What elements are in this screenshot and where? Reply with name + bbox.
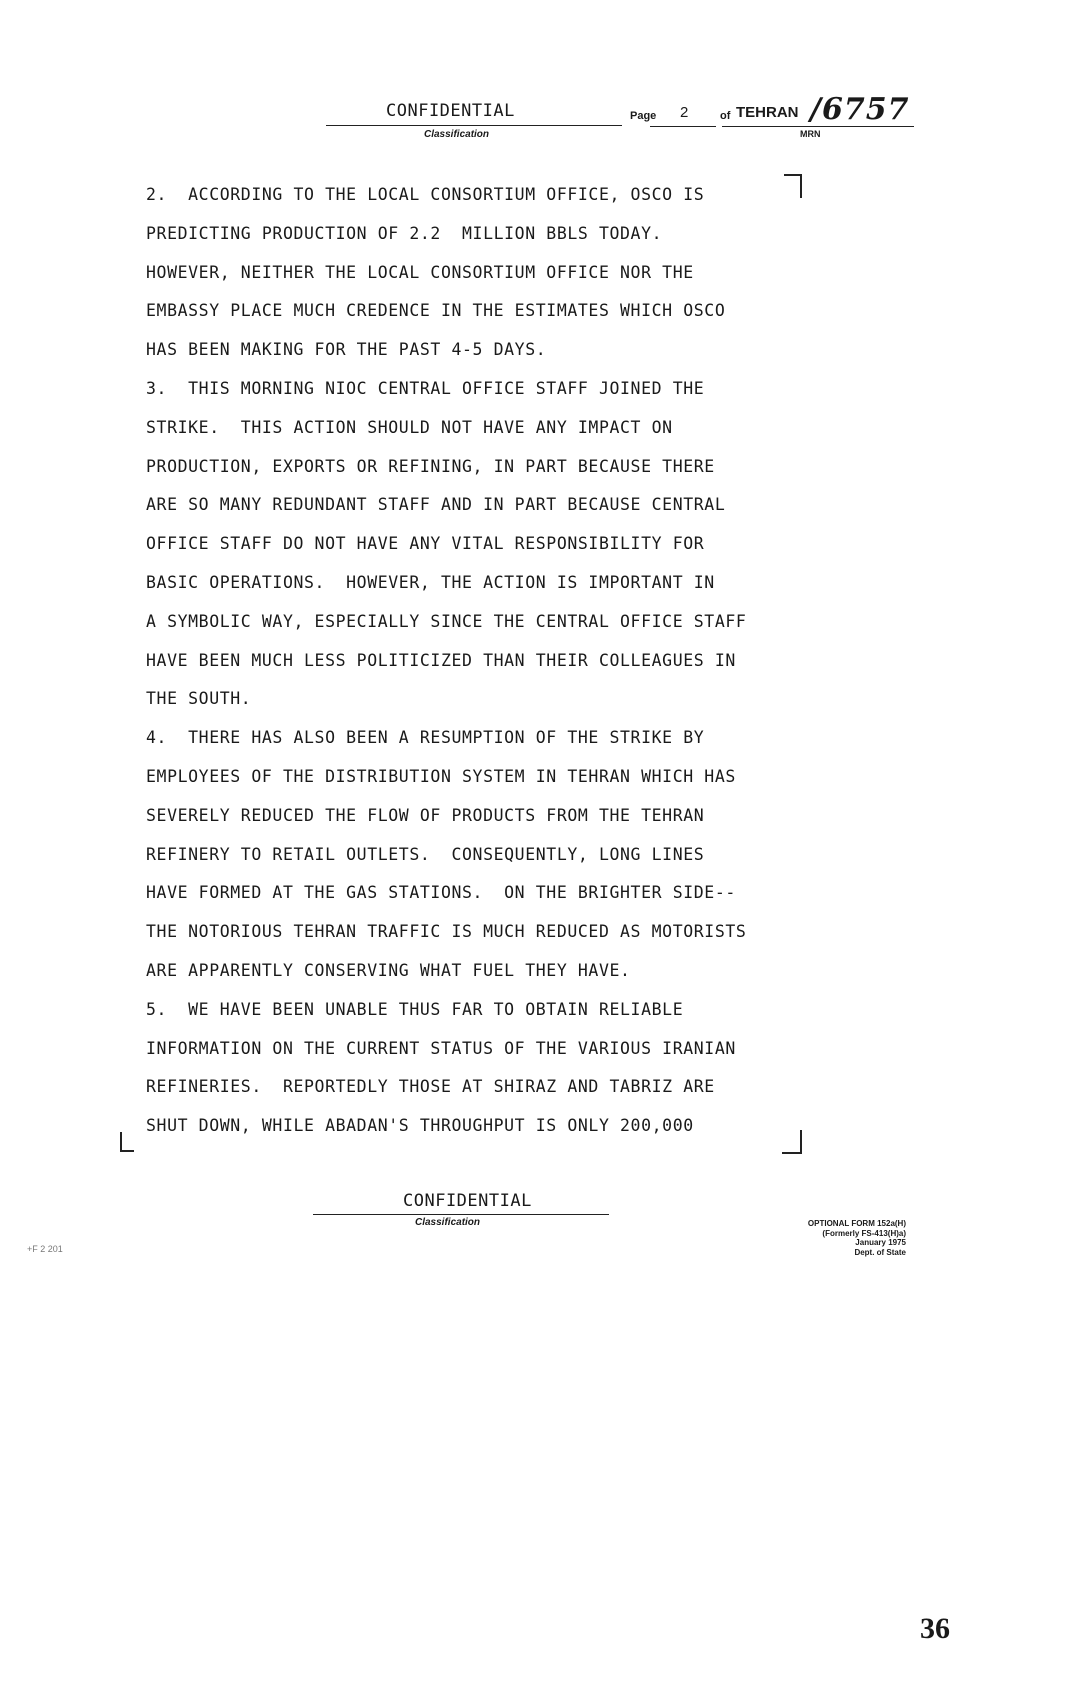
- body-line: INFORMATION ON THE CURRENT STATUS OF THE VARIOUS IRANIAN: [146, 1038, 736, 1058]
- body-line: HOWEVER, NEITHER THE LOCAL CONSORTIUM OFFICE NOR THE: [146, 262, 694, 282]
- header-message-number: /6757: [810, 92, 910, 127]
- body-line: SEVERELY REDUCED THE FLOW OF PRODUCTS FROM THE TEHRAN: [146, 805, 705, 825]
- header-mrn-label: MRN: [800, 129, 821, 139]
- header-page-label: Page: [630, 110, 657, 122]
- footer-classification: CONFIDENTIAL: [403, 1191, 532, 1211]
- body-line: REFINERIES. REPORTEDLY THOSE AT SHIRAZ AND TABRIZ ARE: [146, 1077, 715, 1097]
- optional-form-line: January 1975: [855, 1238, 906, 1247]
- header-post: TEHRAN: [736, 104, 799, 121]
- body-line: ARE APPARENTLY CONSERVING WHAT FUEL THEY HAVE.: [146, 960, 631, 980]
- telegram-body: [146, 176, 846, 1146]
- body-line: REFINERY TO RETAIL OUTLETS. CONSEQUENTLY, LONG LINES: [146, 844, 705, 864]
- header-page-rule: [650, 126, 716, 127]
- body-line: THE NOTORIOUS TEHRAN TRAFFIC IS MUCH REDUCED AS MOTORISTS: [146, 922, 747, 942]
- body-line: EMPLOYEES OF THE DISTRIBUTION SYSTEM IN TEHRAN WHICH HAS: [146, 766, 736, 786]
- body-line: EMBASSY PLACE MUCH CREDENCE IN THE ESTIMATES WHICH OSCO: [146, 301, 726, 321]
- body-line: 5. WE HAVE BEEN UNABLE THUS FAR TO OBTAIN RELIABLE: [146, 999, 684, 1019]
- header-classification: CONFIDENTIAL: [386, 101, 515, 121]
- body-line: HAVE FORMED AT THE GAS STATIONS. ON THE BRIGHTER SIDE--: [146, 883, 736, 903]
- body-line: HAVE BEEN MUCH LESS POLITICIZED THAN THEIR COLLEAGUES IN: [146, 650, 736, 670]
- header-page-number: 2: [680, 104, 689, 121]
- optional-form-line: Dept. of State: [854, 1247, 906, 1257]
- footer-classification-rule: [313, 1214, 609, 1215]
- body-line: OFFICE STAFF DO NOT HAVE ANY VITAL RESPONSIBILITY FOR: [146, 534, 705, 554]
- body-line: STRIKE. THIS ACTION SHOULD NOT HAVE ANY IMPACT ON: [146, 417, 673, 437]
- body-line: PRODUCTION, EXPORTS OR REFINING, IN PART BECAUSE THERE: [146, 456, 715, 476]
- optional-form-line: (Formerly FS-413(H)a): [822, 1228, 906, 1238]
- header-classification-rule: [326, 125, 622, 126]
- body-line: THE SOUTH.: [146, 689, 252, 709]
- optional-form-notice: [740, 1219, 906, 1257]
- body-line: PREDICTING PRODUCTION OF 2.2 MILLION BBLS TODAY.: [146, 223, 663, 243]
- header-of-label: of: [720, 110, 731, 122]
- optional-form-line: OPTIONAL FORM 152a(H): [807, 1219, 906, 1228]
- header-classification-label: Classification: [424, 129, 490, 140]
- body-line: HAS BEEN MAKING FOR THE PAST 4-5 DAYS.: [146, 340, 547, 360]
- body-line: ARE SO MANY REDUNDANT STAFF AND IN PART BECAUSE CENTRAL: [146, 495, 726, 515]
- body-line: 2. ACCORDING TO THE LOCAL CONSORTIUM OFFICE, OSCO IS: [146, 185, 705, 204]
- body-line: 4. THERE HAS ALSO BEEN A RESUMPTION OF THE STRIKE BY: [146, 728, 705, 748]
- body-line: SHUT DOWN, WHILE ABADAN'S THROUGHPUT IS ONLY 200,000: [146, 1116, 694, 1136]
- body-line: BASIC OPERATIONS. HOWEVER, THE ACTION IS IMPORTANT IN: [146, 572, 715, 592]
- corner-bracket-bottom-left: [120, 1132, 134, 1152]
- footer-classification-label: Classification: [415, 1217, 481, 1228]
- page-number: 36: [920, 1612, 950, 1645]
- form-side-code: +F 2 201: [27, 1244, 63, 1254]
- body-line: 3. THIS MORNING NIOC CENTRAL OFFICE STAFF JOINED THE: [146, 378, 705, 398]
- body-line: A SYMBOLIC WAY, ESPECIALLY SINCE THE CENTRAL OFFICE STAFF: [146, 611, 747, 631]
